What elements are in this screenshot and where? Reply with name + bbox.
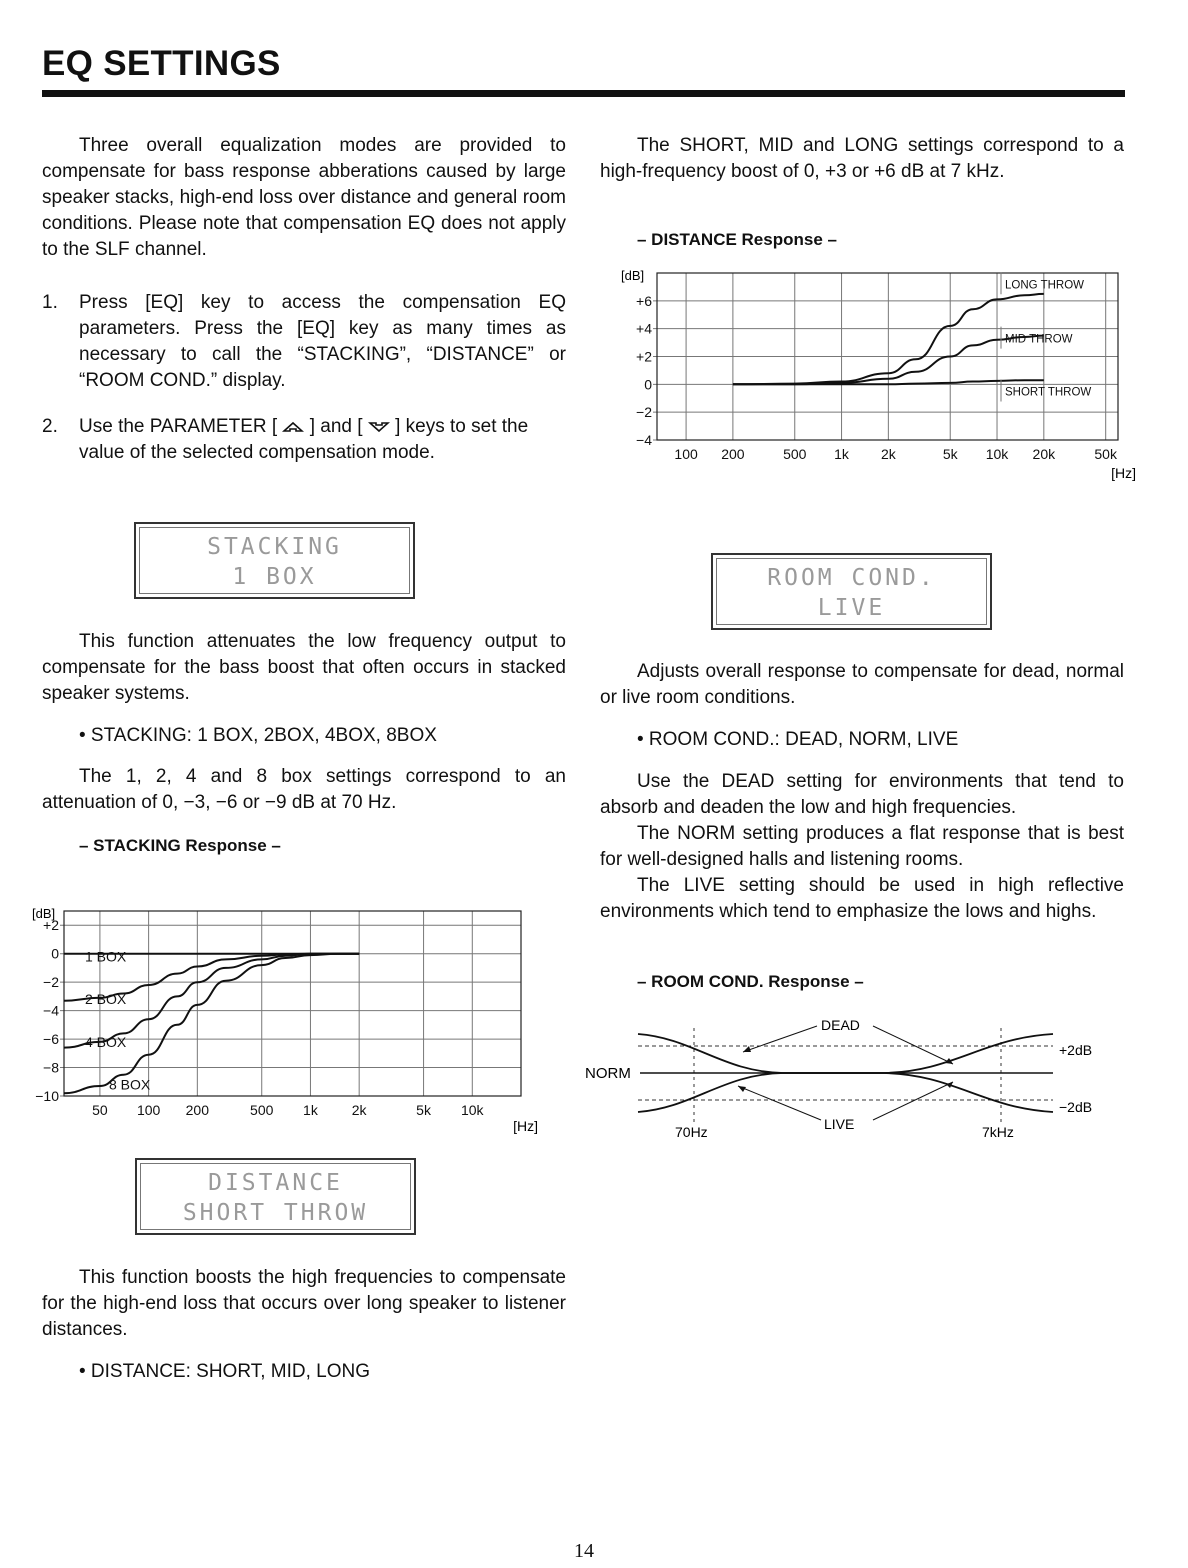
stacking-xtick-label: 200 bbox=[185, 1102, 210, 1118]
stacking-chart-heading: – STACKING Response – bbox=[79, 836, 281, 855]
stacking-ytick-label: −10 bbox=[35, 1088, 59, 1104]
distance-xtick-label: 100 bbox=[674, 446, 698, 462]
down-arrow-icon bbox=[368, 420, 390, 434]
distance-ylabel: [dB] bbox=[621, 268, 645, 283]
distance-xtick-label: 1k bbox=[834, 446, 849, 462]
stacking-lcd-line2: 1 BOX bbox=[232, 564, 317, 590]
stacking-xtick-label: 500 bbox=[250, 1102, 274, 1118]
distance-xtick-label: 2k bbox=[880, 446, 896, 462]
title-rule bbox=[42, 90, 1125, 97]
room-dead-text: Use the DEAD setting for environments that tend to absorb and deaden the low and high frequencies. bbox=[600, 771, 1124, 818]
stacking-ylabel: [dB] bbox=[32, 906, 56, 921]
step-2-text bbox=[79, 414, 566, 466]
dead-arrow-left bbox=[743, 1046, 751, 1052]
stacking-series-label: 1 BOX bbox=[85, 948, 127, 965]
distance-xtick-label: 50k bbox=[1094, 446, 1117, 462]
distance-series-label: SHORT THROW bbox=[1005, 386, 1092, 399]
live-curve bbox=[638, 1073, 1053, 1112]
stacking-xtick-label: 5k bbox=[416, 1102, 431, 1118]
distance-response-chart bbox=[615, 262, 1145, 484]
stacking-options: • STACKING: 1 BOX, 2BOX, 4BOX, 8BOX bbox=[79, 725, 437, 746]
stacking-ytick-label: −4 bbox=[43, 1002, 59, 1019]
distance-xtick-label: 20k bbox=[1032, 446, 1056, 462]
room-lcd-line2: LIVE bbox=[817, 595, 886, 621]
stacking-xtick-label: 2k bbox=[351, 1102, 367, 1118]
step-2-text-before: Use the PARAMETER [ bbox=[79, 416, 278, 437]
distance-note: The SHORT, MID and LONG settings correspond to a high-frequency boost of 0, +3 or +6 dB at 7 kHz. bbox=[600, 135, 1124, 182]
distance-ytick-label: +6 bbox=[636, 292, 652, 309]
stacking-xtick-label: 1k bbox=[303, 1102, 318, 1118]
distance-xtick-label: 5k bbox=[942, 446, 958, 462]
distance-series-label: MID THROW bbox=[1005, 333, 1073, 346]
stacking-ytick-label: 0 bbox=[51, 945, 59, 962]
distance-xtick-label: 10k bbox=[985, 446, 1009, 462]
stacking-xtick-label: 100 bbox=[136, 1102, 161, 1118]
stacking-xtick-label: 10k bbox=[460, 1102, 484, 1118]
stacking-series-label: 4 BOX bbox=[85, 1033, 127, 1050]
room-chart-heading: – ROOM COND. Response – bbox=[637, 972, 864, 991]
stacking-series-label: 8 BOX bbox=[109, 1076, 151, 1093]
7khz-label: 7kHz bbox=[982, 1124, 1014, 1140]
stacking-series-label: 2 BOX bbox=[85, 991, 127, 1008]
step-1-text: Press [EQ] key to access the compensation EQ parameters. Press the [EQ] key as many times as necessary to call the “STACKING”, “DISTANCE” or “ROOM COND.” display. bbox=[79, 292, 566, 391]
distance-series-label: LONG THROW bbox=[1005, 279, 1085, 292]
step-1 bbox=[42, 290, 566, 400]
distance-description: This function boosts the high frequencies to compensate for the high-end loss that occurs over long speaker to listener distances. bbox=[42, 1267, 566, 1340]
distance-options: • DISTANCE: SHORT, MID, LONG bbox=[79, 1361, 370, 1382]
stacking-ytick-label: −2 bbox=[43, 974, 59, 991]
distance-ytick-label: −4 bbox=[636, 432, 652, 448]
stacking-xlabel: [Hz] bbox=[513, 1118, 538, 1134]
dead-curve bbox=[638, 1034, 1053, 1073]
dead-label: DEAD bbox=[821, 1017, 860, 1033]
distance-ytick-label: 0 bbox=[644, 376, 652, 393]
room-lcd-display bbox=[711, 553, 992, 630]
room-response-chart bbox=[583, 1008, 1113, 1148]
distance-lcd-display bbox=[135, 1158, 416, 1235]
distance-ytick-label: +2 bbox=[636, 348, 652, 365]
step-2-text-after: ] keys to set the value of the selected compensation mode. bbox=[79, 416, 529, 463]
distance-chart-heading: – DISTANCE Response – bbox=[637, 230, 837, 249]
live-leader-right bbox=[873, 1082, 953, 1120]
distance-xlabel: [Hz] bbox=[1111, 465, 1136, 481]
dead-leader-left bbox=[743, 1026, 817, 1052]
room-description: Adjusts overall response to compensate for dead, normal or live room conditions. bbox=[600, 661, 1124, 708]
70hz-label: 70Hz bbox=[675, 1124, 708, 1140]
stacking-note: The 1, 2, 4 and 8 box settings correspond to an attenuation of 0, −3, −6 or −9 dB at 70 Hz. bbox=[42, 766, 566, 813]
minus-2db-label: −2dB bbox=[1059, 1099, 1093, 1115]
stacking-lcd-display bbox=[134, 522, 415, 599]
distance-ytick-label: −2 bbox=[636, 404, 652, 421]
room-norm-text: The NORM setting produces a flat response that is best for well-designed halls and listening rooms. bbox=[600, 823, 1124, 870]
up-arrow-icon bbox=[282, 420, 304, 434]
distance-lcd-line1: DISTANCE bbox=[208, 1170, 343, 1196]
norm-label: NORM bbox=[585, 1065, 631, 1082]
plus-2db-label: +2dB bbox=[1059, 1042, 1093, 1058]
room-live-text: The LIVE setting should be used in high reflective environments which tend to emphasize the lows and highs. bbox=[600, 875, 1124, 922]
stacking-lcd-line1: STACKING bbox=[207, 534, 342, 560]
stacking-description: This function attenuates the low frequency output to compensate for the bass boost that often occurs in stacked speaker systems. bbox=[42, 631, 566, 704]
live-leader-left bbox=[738, 1086, 821, 1120]
distance-xtick-label: 500 bbox=[783, 446, 807, 462]
step-2 bbox=[42, 414, 566, 470]
stacking-ytick-label: +2 bbox=[43, 917, 59, 934]
step-1-number: 1. bbox=[42, 292, 58, 313]
step-2-number: 2. bbox=[42, 416, 58, 437]
live-label: LIVE bbox=[824, 1116, 855, 1132]
room-lcd-line1: ROOM COND. bbox=[767, 565, 936, 591]
live-arrow-left bbox=[738, 1086, 746, 1092]
page-title: EQ SETTINGS bbox=[42, 44, 281, 83]
intro-paragraph: Three overall equalization modes are provided to compensate for bass response abberations caused by large speaker stacks, high-end loss over distance and general room conditions. Please note that compensation EQ does not apply to the SLF channel. bbox=[42, 135, 566, 260]
distance-ytick-label: +4 bbox=[636, 320, 652, 337]
page-number: 14 bbox=[574, 1540, 594, 1562]
stacking-ytick-label: −6 bbox=[43, 1031, 59, 1048]
step-2-text-middle: ] and [ bbox=[309, 416, 363, 437]
stacking-xtick-label: 50 bbox=[92, 1102, 108, 1118]
stacking-response-chart bbox=[28, 900, 548, 1140]
dead-leader-right bbox=[873, 1026, 953, 1064]
stacking-ytick-label: −8 bbox=[43, 1059, 59, 1076]
distance-xtick-label: 200 bbox=[721, 446, 745, 462]
distance-lcd-line2: SHORT THROW bbox=[182, 1200, 369, 1226]
room-options: • ROOM COND.: DEAD, NORM, LIVE bbox=[637, 729, 959, 750]
